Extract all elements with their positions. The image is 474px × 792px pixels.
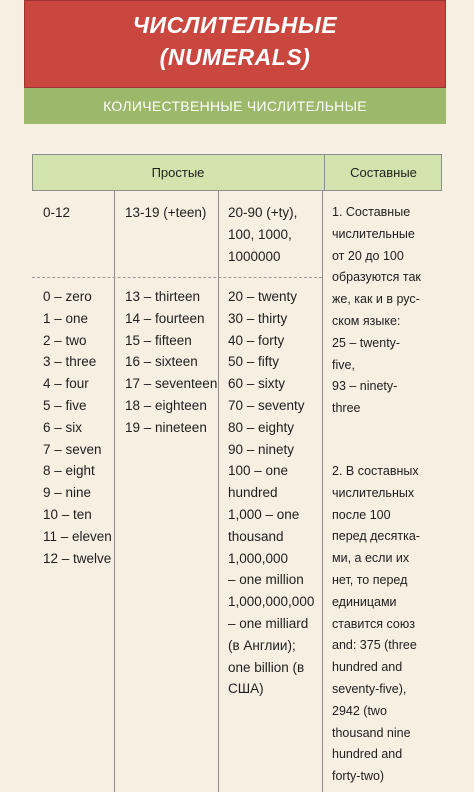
table-line: three [332, 401, 361, 416]
table-line: 30 – thirty [228, 310, 288, 326]
column-divider [218, 191, 219, 792]
numerals-list-0-12 [43, 286, 112, 569]
compound-note-2 [332, 461, 420, 788]
table-line: 9 – nine [43, 485, 92, 501]
table-line: 1 – one [43, 310, 89, 326]
subtitle-banner [24, 88, 446, 124]
table-line: 12 – twelve [43, 550, 112, 566]
table-line: 25 – twenty- [332, 335, 401, 350]
table-line: США) [228, 681, 264, 697]
table-line: forty-two) [332, 769, 385, 784]
table-line: числительные [332, 226, 415, 241]
table-line: 10 – ten [43, 506, 92, 522]
table-line: 2942 (two [332, 703, 387, 718]
table-line: 11 – eleven [43, 528, 112, 544]
table-line: hundred and [332, 660, 403, 675]
table-line: же, как и в рус- [332, 292, 420, 307]
title-banner [24, 0, 446, 88]
table-line: 3 – three [43, 354, 97, 370]
table-line: 1. Составные [332, 205, 411, 219]
table-line: 100 – one [228, 463, 289, 479]
table-line: 2. В составных [332, 464, 419, 478]
table-line: 93 – ninety- [332, 379, 398, 394]
table-line: hundred [228, 485, 278, 501]
table-line: (в Англии); [228, 637, 296, 653]
compound-note-1 [332, 202, 421, 420]
table-line: 20 – twenty [228, 289, 298, 304]
range-cell-0-12: 0-12 [43, 205, 71, 220]
numerals-list-20-plus [228, 286, 314, 700]
table-line: 7 – seven [43, 441, 102, 457]
title-line-1: ЧИСЛИТЕЛЬНЫЕ [132, 12, 338, 38]
table-line: one billion (в [228, 659, 305, 675]
table-line: thousand nine [332, 725, 411, 740]
table-line: 80 – eighty [228, 419, 295, 435]
table-line: 70 – seventy [228, 397, 305, 413]
table-line: five, [332, 357, 355, 372]
table-line: 14 – fourteen [125, 310, 205, 326]
header-simple: Простые [151, 165, 205, 180]
numerals-table [32, 154, 442, 792]
table-line: 0 – zero [43, 289, 92, 304]
range-cell-13-19: 13-19 (+teen) [125, 205, 207, 220]
table-line: ми, а если их [332, 551, 410, 566]
table-line: 17 – seventeen [125, 376, 218, 392]
table-line: 40 – forty [228, 332, 285, 348]
table-line: 13 – thirteen [125, 289, 201, 304]
table-header [32, 154, 442, 191]
column-divider [322, 191, 323, 792]
table-line: seventy-five), [332, 681, 407, 696]
table-line: 1,000,000 [228, 550, 289, 566]
subtitle-text: КОЛИЧЕСТВЕННЫЕ ЧИСЛИТЕЛЬНЫЕ [103, 98, 367, 114]
row-divider [32, 277, 322, 278]
table-line: 90 – ninety [228, 441, 295, 457]
table-line: 15 – fifteen [125, 332, 192, 348]
header-compound: Составные [324, 155, 442, 190]
table-line: 8 – eight [43, 463, 95, 479]
column-divider [114, 191, 115, 792]
title-line-2: (NUMERALS) [159, 44, 311, 70]
table-line: образуются так [332, 270, 421, 285]
table-line: 60 – sixty [228, 376, 286, 392]
table-line: ставится союз [332, 616, 415, 631]
numerals-list-13-19 [125, 286, 217, 439]
table-line: 5 – five [43, 397, 87, 413]
table-line: перед десятка- [332, 529, 420, 544]
table-line: 4 – four [43, 376, 89, 392]
table-line: 2 – two [43, 332, 87, 348]
table-line: единицами [332, 594, 397, 609]
table-line: 16 – sixteen [125, 354, 198, 370]
table-line: – one million [228, 572, 304, 588]
table-line: and: 375 (three [332, 638, 417, 653]
range-cell-20-90: 20-90 (+ty), 100, 1000, 1000000 [228, 205, 298, 264]
table-line: hundred and [332, 747, 403, 762]
table-line: 18 – eighteen [125, 397, 207, 413]
table-line: 50 – fifty [228, 354, 280, 370]
table-line: числительных [332, 485, 415, 500]
table-line: 1,000,000,000 [228, 594, 315, 610]
table-line: после 100 [332, 507, 391, 522]
table-line: 6 – six [43, 419, 83, 435]
table-line: нет, то перед [332, 572, 408, 587]
table-line: 1,000 – one [228, 506, 300, 522]
table-line: thousand [228, 528, 284, 544]
table-line: 19 – nineteen [125, 419, 207, 435]
table-line: от 20 до 100 [332, 248, 404, 263]
table-line: ском языке: [332, 313, 401, 328]
table-line: – one milliard [228, 615, 309, 631]
